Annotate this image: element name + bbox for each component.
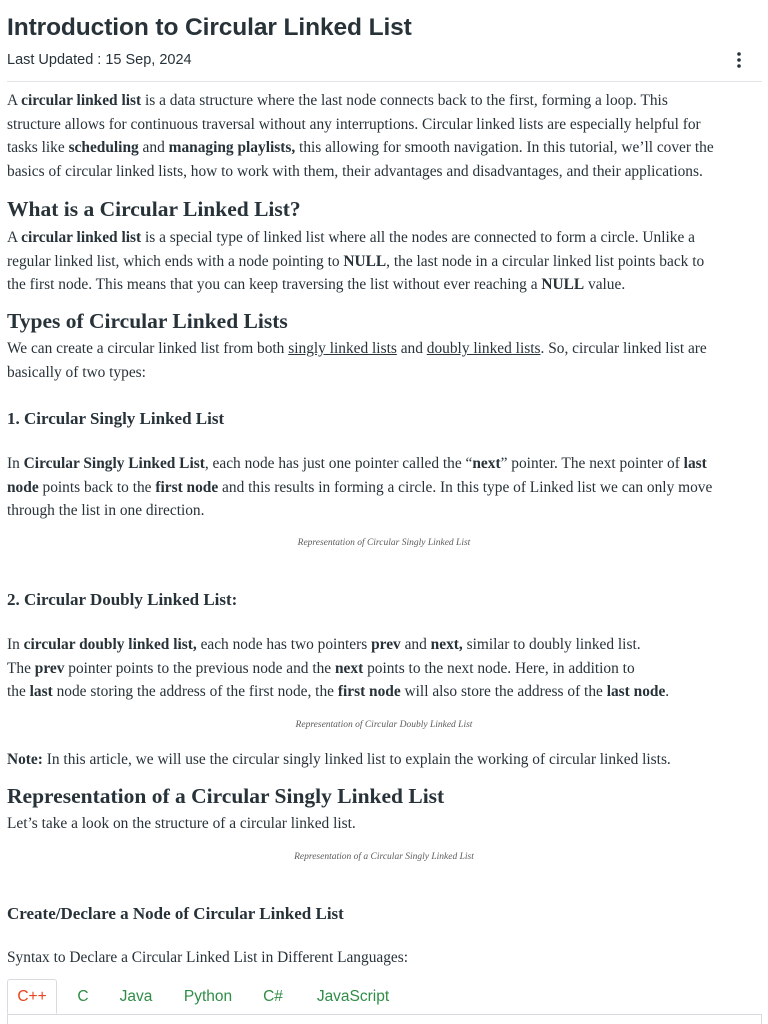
what-is-line-3: the first node. This means that you can keep traversing the list without ever reaching a NULL value. (7, 276, 626, 293)
singly-paragraph (7, 452, 764, 523)
what-is-heading: What is a Circular Linked List? (7, 197, 301, 221)
code-language-tabs (7, 979, 762, 1024)
singly-line-1: In Circular Singly Linked List, each node has just one pointer called the “next” pointer. The next pointer of last (7, 455, 707, 472)
singly-line-2: node points back to the first node and this results in forming a circle. In this type of Linked list we can only move (7, 478, 713, 496)
intro-line-4: basics of circular linked lists, how to work with them, their advantages and disadvantages, and their applications. (7, 162, 703, 180)
types-line-1: We can create a circular linked list from both singly linked lists and doubly linked lists. So, circular linked list are (7, 340, 707, 357)
code-block (7, 1015, 762, 1024)
tab-javascript[interactable]: JavaScript (316, 987, 390, 1005)
syntax-paragraph (7, 946, 764, 970)
tab-java[interactable]: Java (119, 987, 153, 1005)
doubly-line-1: In circular doubly linked list, each node has two pointers prev and next, similar to doubly linked list. (7, 636, 641, 653)
last-updated-date: Last Updated : 15 Sep, 2024 (7, 52, 192, 68)
types-line-2: basically of two types: (7, 363, 146, 381)
what-is-paragraph (7, 226, 764, 297)
intro-line-2: structure allows for continuous traversal without any interruptions. Circular linked lists are especially helpful for (7, 115, 701, 133)
what-is-line-1: A circular linked list is a special type of linked list where all the nodes are connected to form a circle. Unlike a (7, 229, 695, 246)
tab-c[interactable]: C (77, 987, 89, 1005)
types-heading: Types of Circular Linked Lists (7, 309, 288, 333)
intro-line-3: tasks like scheduling and managing playlists, this allowing for smooth navigation. In this tutorial, we’ll cover the (7, 139, 714, 156)
intro-line-1: A circular linked list is a data structure where the last node connects back to the first, forming a loop. This (7, 92, 668, 109)
what-is-line-2: regular linked list, which ends with a node pointing to NULL, the last node in a circular linked list points back to (7, 252, 705, 270)
singly-linked-lists-link[interactable]: singly linked lists (288, 340, 397, 357)
representation-line: Let’s take a look on the structure of a circular linked list. (7, 815, 356, 832)
tab-python[interactable]: Python (183, 987, 233, 1005)
singly-heading: 1. Circular Singly Linked List (7, 409, 225, 428)
doubly-heading: 2. Circular Doubly Linked List: (7, 590, 238, 609)
create-node-heading: Create/Declare a Node of Circular Linked List (7, 904, 344, 923)
singly-image-caption: Representation of Circular Singly Linked List (297, 538, 471, 548)
article-title: Introduction to Circular Linked List (7, 14, 412, 41)
note-line: Note: In this article, we will use the circular singly linked list to explain the working of circular linked lists. (7, 751, 671, 768)
types-paragraph (7, 337, 764, 384)
representation-heading: Representation of a Circular Singly Linked List (7, 784, 445, 808)
header-divider (7, 81, 762, 82)
doubly-paragraph (7, 633, 764, 704)
doubly-line-2: The prev pointer points to the previous node and the next points to the next node. Here, in addition to (7, 659, 635, 677)
syntax-line: Syntax to Declare a Circular Linked List in Different Languages: (7, 949, 409, 966)
tab-cpp[interactable]: C++ (7, 979, 57, 1014)
doubly-line-3: the last node storing the address of the first node, the first node will also store the address of the last node. (7, 683, 670, 700)
doubly-linked-lists-link[interactable]: doubly linked lists (426, 340, 541, 357)
doubly-image-caption: Representation of Circular Doubly Linked List (295, 720, 473, 730)
singly-line-3: through the list in one direction. (7, 502, 205, 519)
intro-paragraph (7, 89, 764, 183)
note-paragraph (7, 748, 764, 772)
representation-paragraph (7, 812, 764, 836)
representation-image-caption: Representation of a Circular Singly Linked List (294, 852, 474, 862)
tab-csharp[interactable]: C# (263, 987, 283, 1005)
more-vertical-icon[interactable] (727, 48, 751, 72)
